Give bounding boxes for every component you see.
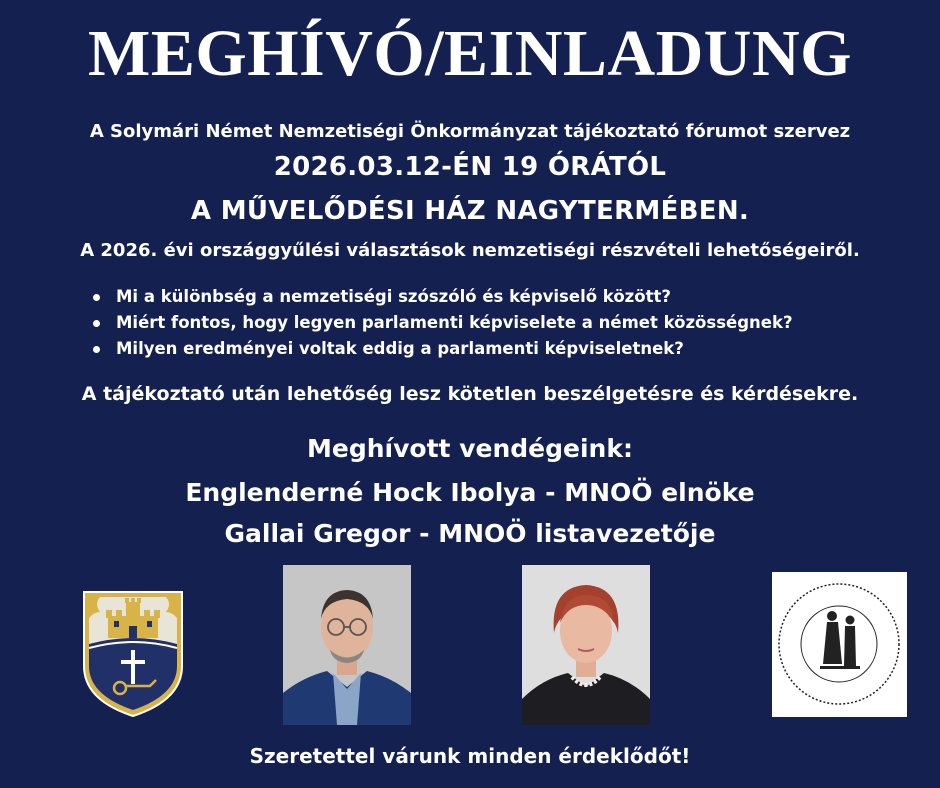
guests-heading: Meghívott vendégeink: <box>307 434 633 463</box>
nationality-seal-logo <box>772 572 907 717</box>
guest-photo-woman <box>522 565 650 725</box>
intro-text: A Solymári Német Nemzetiségi Önkormányzat tájékoztató fórumot szervez <box>89 121 851 142</box>
guest-1: Englenderné Hock Ibolya - MNOÖ elnöke <box>185 478 755 507</box>
question-list <box>92 284 793 362</box>
question-item: Miért fontos, hogy legyen parlamenti képviselete a német közösségnek? <box>92 310 793 336</box>
guest-2: Gallai Gregor - MNOÖ listavezetője <box>224 519 716 548</box>
closing-message: Szeretettel várunk minden érdeklődőt! <box>249 744 691 768</box>
solymar-coat-of-arms <box>78 588 188 718</box>
guest-photo-man <box>283 565 411 725</box>
event-topic: A 2026. évi országgyűlési választások nemzetiségi részvételi lehetőségeiről. <box>80 240 860 261</box>
question-item: Milyen eredményei voltak eddig a parlamenti képviseletnek? <box>92 336 793 362</box>
invitation-title: MEGHÍVÓ/EINLADUNG <box>88 17 852 90</box>
event-date: 2026.03.12-ÉN 19 ÓRÁTÓL <box>273 152 667 182</box>
after-text: A tájékoztató után lehetőség lesz kötetlen beszélgetésre és kérdésekre. <box>81 383 859 405</box>
question-item: Mi a különbség a nemzetiségi szószóló és képviselő között? <box>92 284 793 310</box>
event-venue: A MŰVELŐDÉSI HÁZ NAGYTERMÉBEN. <box>190 196 750 226</box>
